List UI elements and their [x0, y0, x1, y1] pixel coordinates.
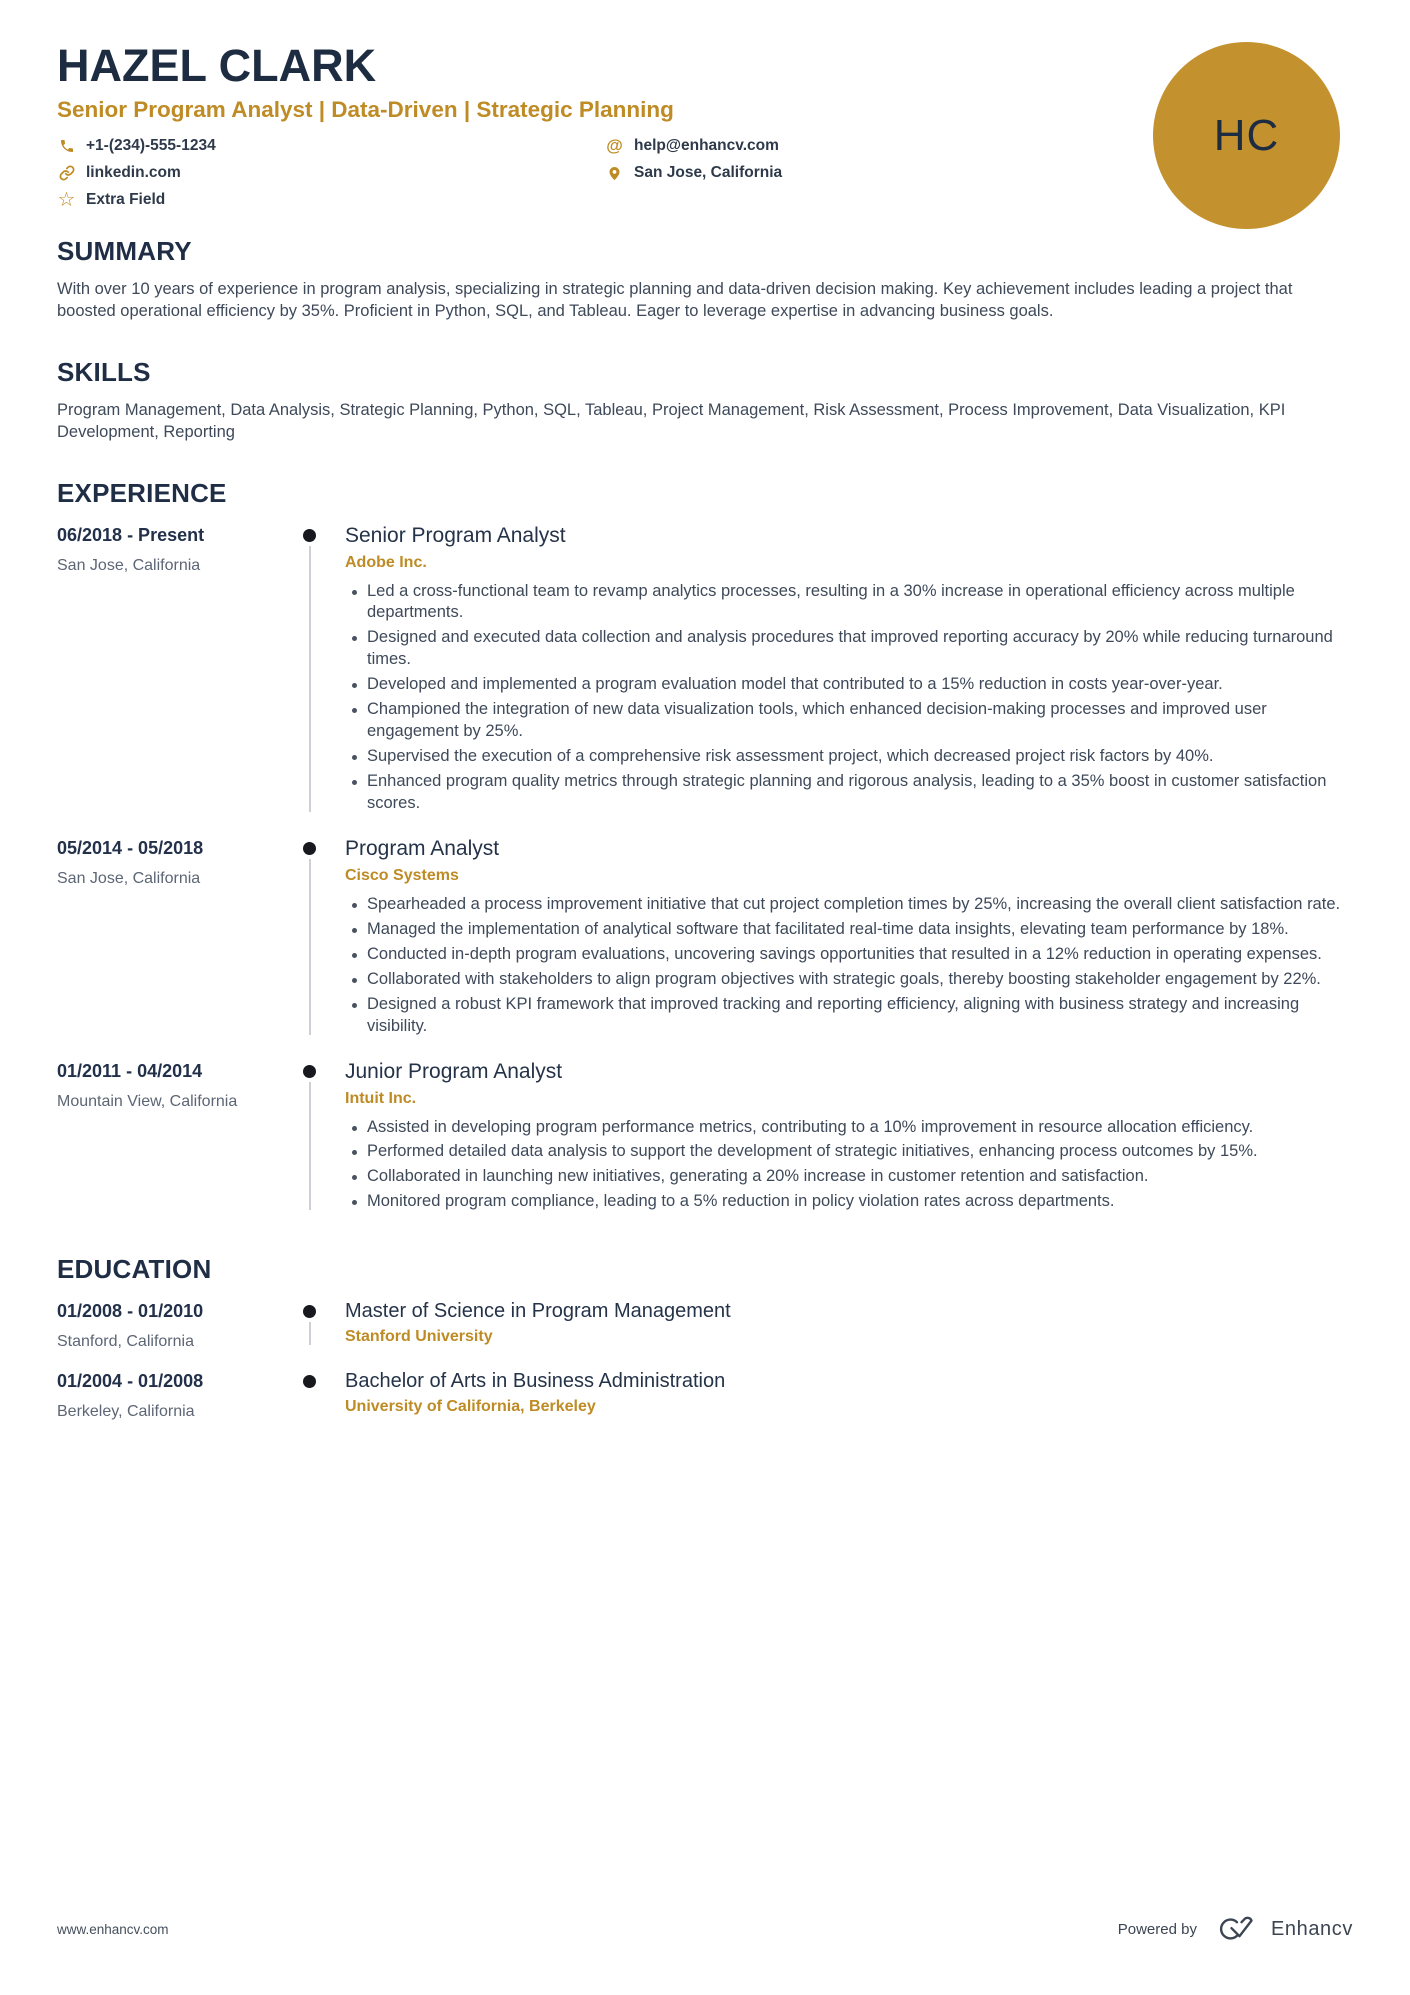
job-company: Cisco Systems — [345, 866, 459, 884]
contact-location — [605, 160, 782, 187]
job-bullets — [345, 1117, 1353, 1214]
summary-heading: SUMMARY — [57, 235, 192, 266]
job-bullet: Led a cross-functional team to revamp analytics processes, resulting in a 30% increase in operational efficiency across multiple departments. — [345, 581, 1353, 625]
timeline-line — [309, 1082, 311, 1211]
link-icon — [57, 165, 76, 181]
job-company: Adobe Inc. — [345, 553, 427, 571]
job-bullet: Designed and executed data collection and analysis procedures that improved reporting accuracy by 20% while reducing turnaround times. — [345, 627, 1353, 671]
job-bullets — [345, 581, 1353, 815]
job-dates: 01/2011 - 04/2014 — [57, 1060, 203, 1081]
experience-heading: EXPERIENCE — [57, 477, 227, 508]
job-bullet: Assisted in developing program performance metrics, contributing to a 10% improvement in resource allocation efficiency. — [345, 1117, 1353, 1139]
skills-heading: SKILLS — [57, 356, 151, 387]
candidate-name: HAZEL CLARK — [57, 40, 377, 91]
education-location: Stanford, California — [57, 1333, 194, 1351]
resume-header — [57, 40, 1353, 214]
job-bullet: Monitored program compliance, leading to a 5% reduction in policy violation rates across departments. — [345, 1191, 1353, 1213]
contact-email[interactable] — [605, 133, 782, 160]
timeline — [297, 1369, 345, 1421]
education-dates: 01/2004 - 01/2008 — [57, 1371, 204, 1392]
job-title: Junior Program Analyst — [345, 1059, 563, 1083]
timeline-line — [309, 546, 311, 812]
timeline — [297, 836, 345, 1041]
enhancv-logo-icon — [1211, 1915, 1257, 1943]
location-pin-icon — [605, 165, 624, 182]
job-location: San Jose, California — [57, 869, 201, 887]
education-degree: Bachelor of Arts in Business Administration — [345, 1370, 726, 1393]
job-bullet: Designed a robust KPI framework that improved tracking and reporting efficiency, aligning with business strategy and increasing visibility. — [345, 994, 1353, 1038]
education-body — [345, 1299, 1353, 1351]
contact-email-text: help@enhancv.com — [634, 137, 779, 155]
education-degree: Master of Science in Program Management — [345, 1300, 731, 1323]
at-icon: @ — [606, 136, 623, 156]
timeline-dot-icon — [303, 529, 316, 542]
contact-phone[interactable] — [57, 133, 605, 160]
job-bullet: Supervised the execution of a comprehensive risk assessment project, which decreased project risk factors by 40%. — [345, 746, 1353, 768]
contact-extra-text: Extra Field — [86, 191, 166, 209]
contact-linkedin-text: linkedin.com — [86, 164, 181, 182]
job-bullet: Managed the implementation of analytical software that facilitated real-time data insights, elevating team performance by 18%. — [345, 919, 1353, 941]
job-meta — [57, 1059, 297, 1217]
contact-location-text: San Jose, California — [634, 164, 783, 182]
contact-info — [57, 133, 1123, 214]
job-location: San Jose, California — [57, 556, 201, 574]
contact-extra-field — [57, 187, 605, 214]
timeline-dot-icon — [303, 1065, 316, 1078]
job-bullet: Developed and implemented a program evaluation model that contributed to a 15% reduction in costs year-over-year. — [345, 674, 1353, 696]
summary-text: With over 10 years of experience in program analysis, specializing in strategic planning and data-driven decision making. Key achievement includes leading a project that boosted operational efficiency by 35%. Proficient in Python, SQL, and Tableau. Eager to leverage expertise in advancing business goals. — [57, 279, 1293, 320]
candidate-headline: Senior Program Analyst | Data-Driven | Strategic Planning — [57, 96, 674, 122]
job-title: Senior Program Analyst — [345, 523, 566, 547]
education-school: Stanford University — [345, 1328, 493, 1346]
job-dates: 05/2014 - 05/2018 — [57, 837, 204, 858]
education-location: Berkeley, California — [57, 1403, 195, 1421]
job-dates: 06/2018 - Present — [57, 524, 205, 545]
education-entry — [57, 1299, 1353, 1351]
powered-by[interactable] — [1118, 1915, 1353, 1943]
page-footer — [57, 1885, 1353, 1995]
timeline-line — [309, 1322, 311, 1345]
timeline-line — [309, 859, 311, 1035]
skills-text: Program Management, Data Analysis, Strategic Planning, Python, SQL, Tableau, Project Management, Risk Assessment, Process Improvement, Data Visualization, KPI Development, Reporting — [57, 400, 1286, 441]
job-bullet: Spearheaded a process improvement initiative that cut project completion times by 25%, increasing the overall client satisfaction rate. — [345, 894, 1353, 916]
job-bullet: Collaborated with stakeholders to align program objectives with strategic goals, thereby boosting stakeholder engagement by 22%. — [345, 969, 1353, 991]
contact-column-left — [57, 133, 605, 214]
experience-section — [57, 478, 1353, 1217]
summary-section — [57, 236, 1353, 323]
education-meta — [57, 1299, 297, 1351]
phone-icon — [57, 138, 76, 154]
skills-section — [57, 357, 1353, 444]
education-school: University of California, Berkeley — [345, 1398, 596, 1416]
contact-phone-text: +1-(234)-555-1234 — [86, 137, 216, 155]
job-body — [345, 1059, 1353, 1217]
contact-linkedin[interactable] — [57, 160, 605, 187]
job-bullet: Collaborated in launching new initiatives, generating a 20% increase in customer retention and satisfaction. — [345, 1166, 1353, 1188]
job-bullet: Enhanced program quality metrics through strategic planning and rigorous analysis, leading to a 35% boost in customer satisfaction scores. — [345, 771, 1353, 815]
timeline — [297, 1299, 345, 1351]
timeline-dot-icon — [303, 1305, 316, 1318]
job-body — [345, 836, 1353, 1041]
job-body — [345, 523, 1353, 818]
timeline — [297, 1059, 345, 1217]
timeline-dot-icon — [303, 842, 316, 855]
job-bullet: Performed detailed data analysis to support the development of strategic initiatives, enhancing process outcomes by 15%. — [345, 1141, 1353, 1163]
education-section — [57, 1254, 1353, 1421]
job-bullet: Conducted in-depth program evaluations, uncovering savings opportunities that resulted in a 12% reduction in operating expenses. — [345, 944, 1353, 966]
job-bullets — [345, 894, 1353, 1038]
site-url-link[interactable]: www.enhancv.com — [57, 1921, 169, 1937]
education-dates: 01/2008 - 01/2010 — [57, 1301, 204, 1322]
job-meta — [57, 523, 297, 818]
star-icon: ☆ — [57, 189, 76, 212]
avatar — [1153, 42, 1340, 229]
job-meta — [57, 836, 297, 1041]
education-body — [345, 1369, 1353, 1421]
contact-column-right — [605, 133, 782, 214]
brand-name: Enhancv — [1270, 1917, 1353, 1940]
job-title: Program Analyst — [345, 836, 500, 860]
job-company: Intuit Inc. — [345, 1089, 417, 1107]
avatar-initials: HC — [1213, 110, 1280, 160]
powered-by-label: Powered by — [1117, 1920, 1197, 1938]
timeline-dot-icon — [303, 1375, 316, 1388]
experience-entry — [57, 1059, 1353, 1217]
education-entries — [57, 1299, 1353, 1421]
job-location: Mountain View, California — [57, 1092, 238, 1110]
experience-entries — [57, 523, 1353, 1217]
experience-entry — [57, 523, 1353, 818]
education-entry — [57, 1369, 1353, 1421]
experience-entry — [57, 836, 1353, 1041]
job-bullet: Championed the integration of new data visualization tools, which enhanced decision-making processes and improved user engagement by 25%. — [345, 699, 1353, 743]
education-meta — [57, 1369, 297, 1421]
education-heading: EDUCATION — [57, 1254, 212, 1285]
timeline — [297, 523, 345, 818]
